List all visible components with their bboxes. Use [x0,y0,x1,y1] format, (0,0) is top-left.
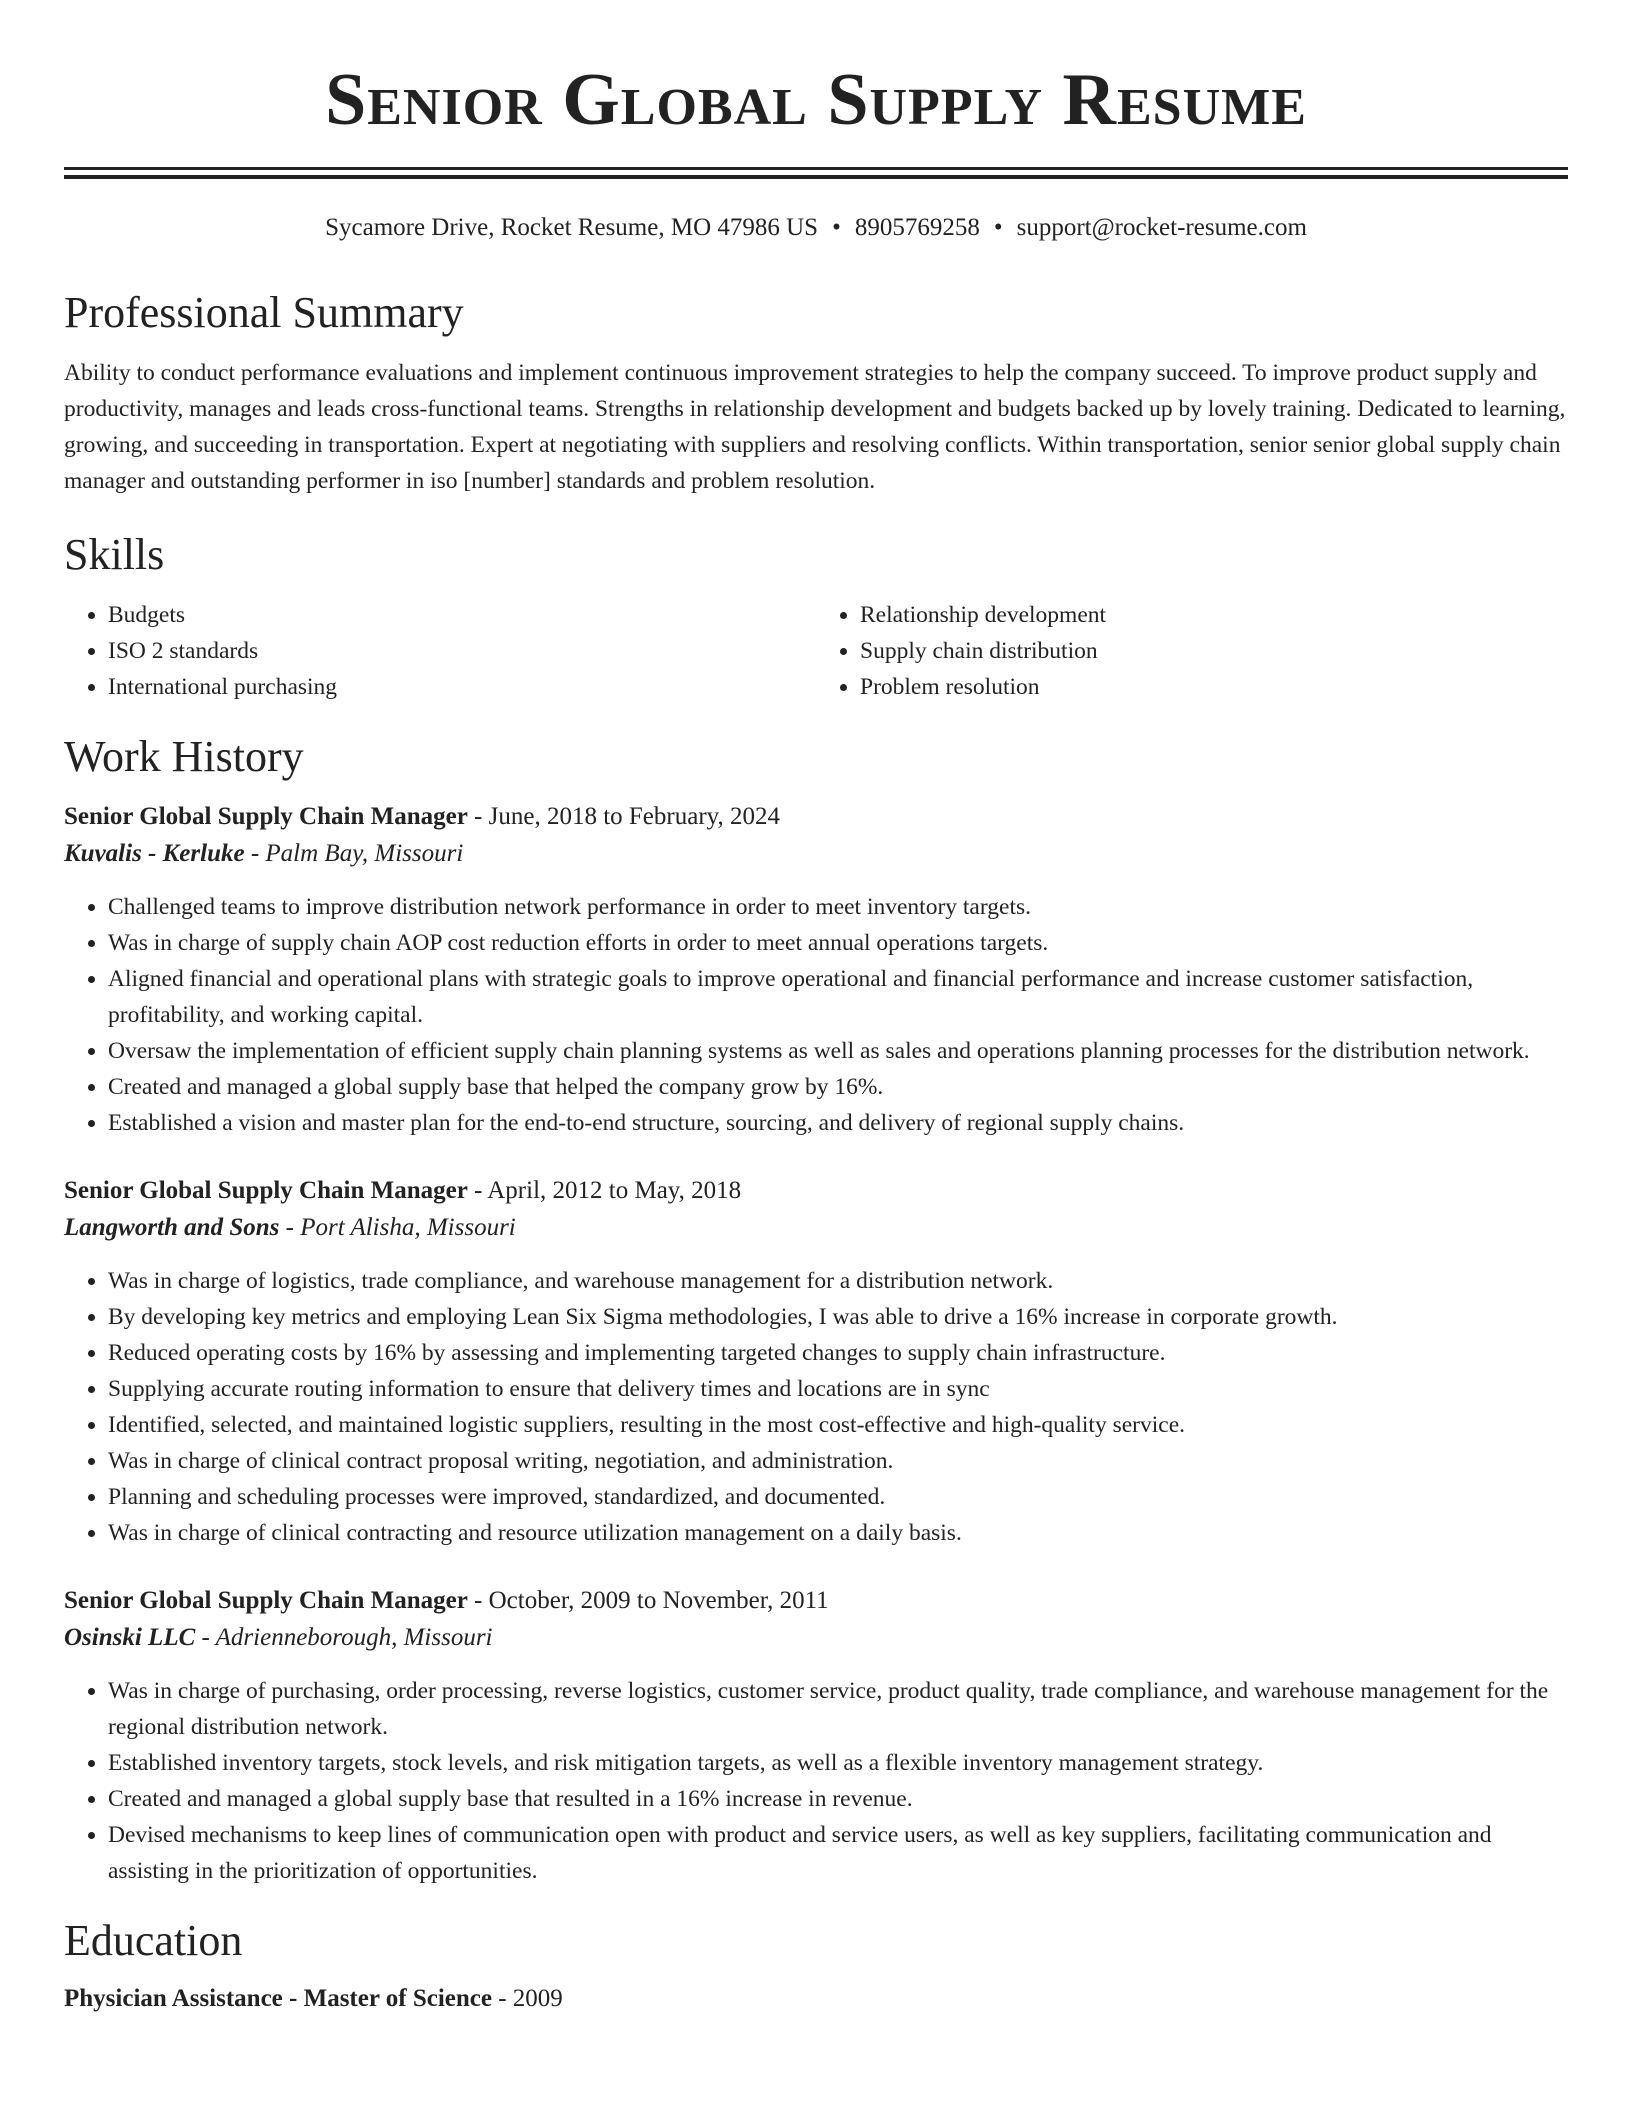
job-bullet: • Was in charge of logistics, trade compliance, and warehouse management for a distribution network. [108,1263,1568,1299]
summary-section [64,287,1568,499]
job-bullet: • Supplying accurate routing information to ensure that delivery times and locations are in sync [108,1371,1568,1407]
skill-item: • International purchasing [108,669,816,705]
job-location: Adrienneborough, Missouri [215,1624,493,1651]
job-header: Senior Global Supply Chain Manager - October, 2009 to November, 2011 [64,1587,829,1614]
job-dates: October, 2009 to November, 2011 [488,1587,829,1614]
job-bullet: • Was in charge of clinical contract proposal writing, negotiation, and administration. [108,1443,1568,1479]
job-bullet: • Identified, selected, and maintained logistic suppliers, resulting in the most cost-effective and high-quality service. [108,1407,1568,1443]
contact-separator: • [993,214,1003,241]
skills-list-right [816,597,1568,705]
job-header: Senior Global Supply Chain Manager - April, 2012 to May, 2018 [64,1177,742,1204]
job-entry [64,799,1568,1141]
job-bullet: • By developing key metrics and employing Lean Six Sigma methodologies, I was able to drive a 16% increase in corporate growth. [108,1299,1568,1335]
job-entry [64,1173,1568,1551]
skill-item: • Relationship development [860,597,1568,633]
skills-heading: Skills [64,530,165,579]
job-bullet: • Created and managed a global supply base that helped the company grow by 16%. [108,1069,1568,1105]
title-rule-top [64,167,1568,170]
skills-columns [64,597,1568,705]
education-degree: Physician Assistance - Master of Science [64,1985,492,2012]
job-title: Senior Global Supply Chain Manager [64,803,468,830]
contact-email: support@rocket-resume.com [1016,214,1307,241]
summary-text: Ability to conduct performance evaluations and implement continuous improvement strategies to help the company succeed. To improve product supply and productivity, manages and leads cross-functional teams. Strengths in relationship development and budgets backed up by lovely training. Dedicated to learning, growing, and succeeding in transportation. Expert at negotiating with suppliers and resolving conflicts. Within transportation, senior senior global supply chain manager and outstanding performer in iso [number] standards and problem resolution. [64,360,1566,494]
job-entry [64,1583,1568,1889]
job-bullets [64,889,1568,1141]
job-header: Senior Global Supply Chain Manager - June, 2018 to February, 2024 [64,803,781,830]
job-dates: April, 2012 to May, 2018 [487,1177,742,1204]
contact-separator: • [832,214,841,241]
resume-title: Senior Global Supply Resume [325,59,1307,141]
skill-item: • Supply chain distribution [860,633,1568,669]
job-bullet: • Challenged teams to improve distribution network performance in order to meet inventory targets. [108,889,1568,925]
title-rule-bottom [64,175,1568,179]
job-title: Senior Global Supply Chain Manager [64,1587,468,1614]
job-bullet: • Established a vision and master plan for the end-to-end structure, sourcing, and delivery of regional supply chains. [108,1105,1568,1141]
job-bullet: • Devised mechanisms to keep lines of communication open with product and service users, as well as key suppliers, facilitating communication and assisting in the prioritization of opportunities. [108,1817,1568,1889]
job-company-line: Langworth and Sons - Port Alisha, Missouri [64,1214,516,1241]
education-section [64,1915,1568,2017]
skills-section [64,529,1568,705]
contact-line [64,213,1568,243]
job-bullet: • Reduced operating costs by 16% by assessing and implementing targeted changes to supply chain infrastructure. [108,1335,1568,1371]
job-company: Langworth and Sons [64,1214,280,1241]
job-company-line: Osinski LLC - Adrienneborough, Missouri [64,1624,493,1651]
education-heading: Education [64,1916,243,1965]
job-bullet: • Created and managed a global supply base that resulted in a 16% increase in revenue. [108,1781,1568,1817]
skill-item: • Budgets [108,597,816,633]
job-bullet: • Established inventory targets, stock levels, and risk mitigation targets, as well as a flexible inventory management strategy. [108,1745,1568,1781]
education-entry: Physician Assistance - Master of Science - 2009 [64,1985,563,2012]
job-company: Osinski LLC [64,1624,196,1651]
summary-heading: Professional Summary [64,288,464,337]
job-bullet: • Was in charge of purchasing, order processing, reverse logistics, customer service, product quality, trade compliance, and warehouse management for the regional distribution network. [108,1673,1568,1745]
education-year: 2009 [512,1985,563,2012]
job-dates: June, 2018 to February, 2024 [488,803,781,830]
job-company: Kuvalis - Kerluke [64,840,245,867]
contact-address: Sycamore Drive, Rocket Resume, MO 47986 US [325,214,819,241]
skill-item: • Problem resolution [860,669,1568,705]
job-location: Port Alisha, Missouri [300,1214,516,1241]
job-location: Palm Bay, Missouri [265,840,464,867]
skills-list-left [64,597,816,705]
job-bullet: • Oversaw the implementation of efficient supply chain planning systems as well as sales and operations planning processes for the distribution network. [108,1033,1568,1069]
job-bullets [64,1673,1568,1889]
job-bullets [64,1263,1568,1551]
contact-phone: 8905769258 [854,214,980,241]
job-bullet: • Aligned financial and operational plans with strategic goals to improve operational and financial performance and increase customer satisfaction, profitability, and working capital. [108,961,1568,1033]
job-bullet: • Was in charge of supply chain AOP cost reduction efforts in order to meet annual operations targets. [108,925,1568,961]
job-bullet: • Was in charge of clinical contracting and resource utilization management on a daily basis. [108,1515,1568,1551]
work-history-section [64,731,1568,1889]
job-title: Senior Global Supply Chain Manager [64,1177,468,1204]
job-company-line: Kuvalis - Kerluke - Palm Bay, Missouri [64,840,464,867]
skill-item: • ISO 2 standards [108,633,816,669]
job-bullet: • Planning and scheduling processes were improved, standardized, and documented. [108,1479,1568,1515]
work-history-heading: Work History [64,732,304,781]
